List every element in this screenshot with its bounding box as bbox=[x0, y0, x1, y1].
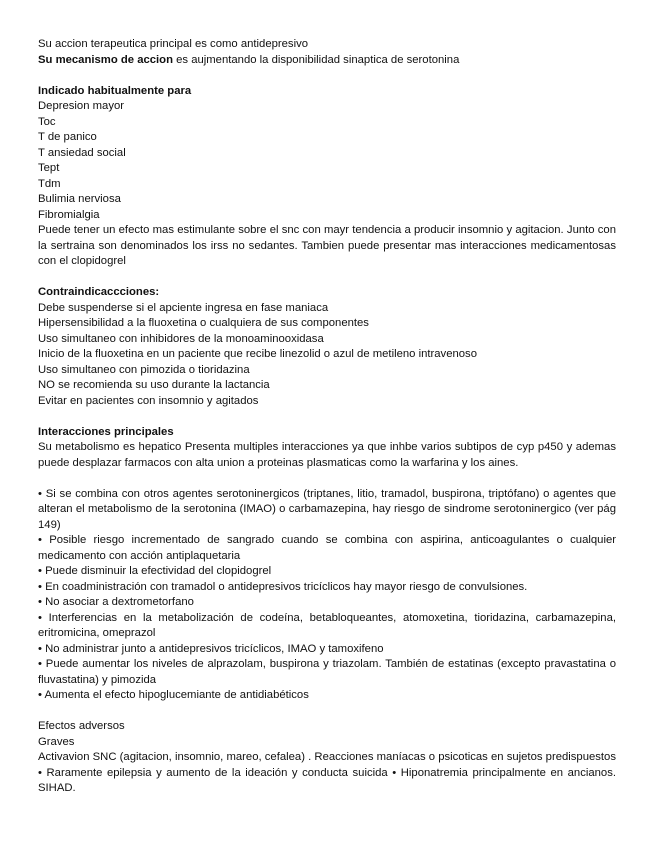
indicado-item: Bulimia nerviosa bbox=[38, 193, 121, 205]
interacciones-heading: Interacciones principales bbox=[38, 425, 174, 438]
interaccion-bullet: • Puede disminuir la efectividad del clopidogrel bbox=[38, 565, 272, 577]
indicado-item: Fibromialgia bbox=[38, 208, 100, 221]
interaccion-bullet: • Posible riesgo incrementado de sangrado cuando se combina con aspirina, anticoagulantes o cualquier medicamento con acción antiplaquetaria bbox=[38, 534, 616, 562]
mecanismo-text: es aujmentando la disponibilidad sinaptica de serotonina bbox=[172, 53, 460, 66]
document-page bbox=[38, 37, 616, 797]
indicado-item: T de panico bbox=[38, 131, 97, 143]
indicado-item: Depresion mayor bbox=[38, 100, 125, 112]
interacciones-intro: Su metabolismo es hepatico Presenta multiples interacciones ya que inhbe varios subtipos de cyp p450 y ademas puede desplazar farmacos con alta union a proteinas plasmaticas como la warfarina y los aines. bbox=[38, 441, 616, 469]
indicado-item: Toc bbox=[38, 115, 56, 128]
mecanismo-line bbox=[38, 53, 616, 69]
contraindicacion-item: NO se recomienda su uso durante la lactancia bbox=[38, 379, 270, 391]
contraindicacion-item: Hipersensibilidad a la fluoxetina o cualquiera de sus componentes bbox=[38, 317, 369, 329]
contraindicacion-item: Uso simultaneo con pimozida o tioridazina bbox=[38, 363, 250, 376]
indicado-item: Tept bbox=[38, 162, 60, 174]
contraindicacion-item: Evitar en pacientes con insomnio y agitados bbox=[38, 394, 259, 407]
mecanismo-label: Su mecanismo de accion bbox=[38, 53, 173, 66]
interaccion-bullet: • Interferencias en la metabolización de codeína, betabloqueantes, atomoxetina, tioridazina, carbamazepina, eritromicina, omeprazol bbox=[38, 611, 616, 639]
indicado-heading: Indicado habitualmente para bbox=[38, 84, 192, 97]
indicado-note: Puede tener un efecto mas estimulante sobre el snc con mayr tendencia a producir insomnio y agitacion. Junto con la sertraina son denominados los irss no sedantes. Tambien puede presentar mas interacciones medicamentosas con el clopidogrel bbox=[38, 224, 616, 267]
efectos-heading: Efectos adversos bbox=[38, 720, 125, 732]
contraindicaciones-heading: Contraindicaccciones: bbox=[38, 286, 160, 298]
indicado-item: Tdm bbox=[38, 177, 61, 190]
interaccion-bullet: • No administrar junto a antidepresivos tricíclicos, IMAO y tamoxifeno bbox=[38, 642, 384, 655]
interaccion-bullet: • Aumenta el efecto hipoglucemiante de antidiabéticos bbox=[38, 689, 309, 701]
contraindicacion-item: Inicio de la fluoxetina en un paciente que recibe linezolid o azul de metileno intravenoso bbox=[38, 348, 477, 360]
efectos-subheading: Graves bbox=[38, 735, 75, 748]
efectos-text: Activavion SNC (agitacion, insomnio, mareo, cefalea) . Reacciones maníacas o psicoticas en sujetos predispuestos • Raramente epilepsia y aumento de la ideación y conducta suicida • Hiponatremia principalmente en ancianos. SIHAD. bbox=[38, 751, 616, 794]
indicado-item: T ansiedad social bbox=[38, 146, 126, 159]
interaccion-bullet: • En coadministración con tramadol o antidepresivos tricíclicos hay mayor riesgo de convulsiones. bbox=[38, 580, 528, 593]
interaccion-bullet: • Si se combina con otros agentes serotoninergicos (triptanes, litio, tramadol, buspirona, triptófano) o agentes que alteran el metabolismo de la serotonina (IMAO) o carbamazepina, hay riesgo de sindrome serotoninergico (ver pág 149) bbox=[38, 487, 616, 531]
interaccion-bullet: • No asociar a dextrometorfano bbox=[38, 596, 194, 608]
contraindicacion-item: Debe suspenderse si el apciente ingresa en fase maniaca bbox=[38, 301, 329, 314]
accion-terapeutica-line: Su accion terapeutica principal es como antidepresivo bbox=[38, 38, 309, 50]
interaccion-bullet: • Puede aumentar los niveles de alprazolam, buspirona y triazolam. También de estatinas (excepto pravastatina o fluvastatina) y pimozida bbox=[38, 658, 616, 686]
contraindicacion-item: Uso simultaneo con inhibidores de la monoaminooxidasa bbox=[38, 332, 324, 345]
